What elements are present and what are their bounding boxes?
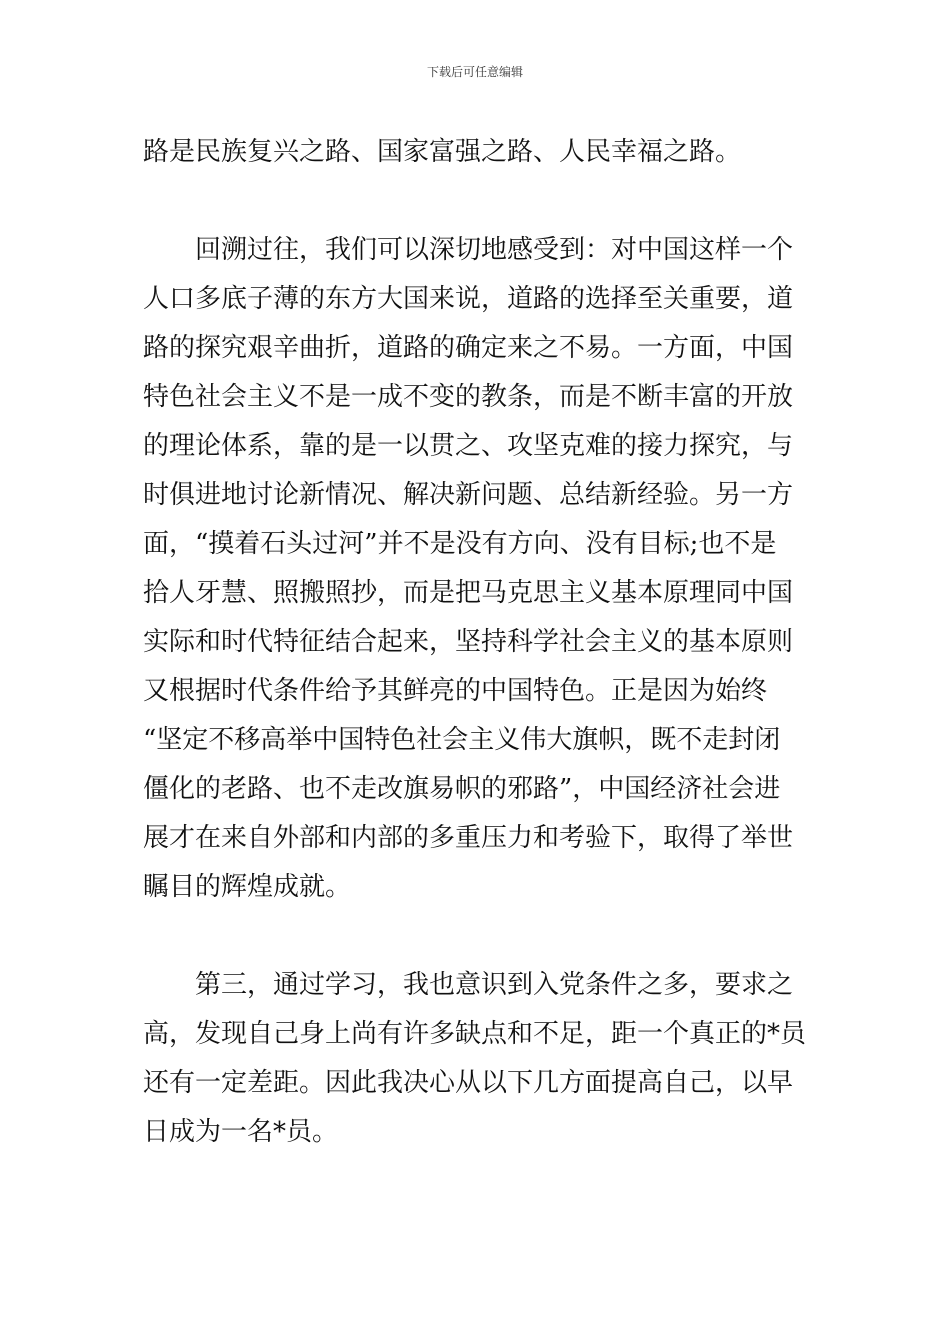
paragraph-2-line-4: 特色社会主义不是一成不变的教条，而是不断丰富的开放 (143, 382, 794, 412)
page-header: 下载后可任意编辑 (426, 65, 523, 79)
paragraph-3-line-2: 高，发现自己身上尚有许多缺点和不足，距一个真正的*员 (143, 1019, 807, 1049)
paragraph-2-line-11: “坚定不移高举中国特色社会主义伟大旗帜，既不走封闭 (143, 725, 781, 755)
paragraph-2-line-10: 又根据时代条件给予其鲜亮的中国特色。正是因为始终 (143, 676, 768, 706)
paragraph-2-line-12: 僵化的老路、也不走改旗易帜的邪路”，中国经济社会进 (143, 774, 781, 804)
paragraph-2-line-5: 的理论体系，靠的是一以贯之、攻坚克难的接力探究，与 (143, 431, 794, 461)
paragraph-3-line-1: 第三，通过学习，我也意识到入党条件之多，要求之 (195, 970, 794, 1000)
paragraph-2-line-7: 面，“摸着石头过河”并不是没有方向、没有目标;也不是 (143, 529, 777, 559)
paragraph-2-line-14: 瞩目的辉煌成就。 (143, 872, 352, 902)
paragraph-2-line-1: 回溯过往，我们可以深切地感受到：对中国这样一个 (195, 235, 794, 265)
paragraph-2-line-6: 时俱进地讨论新情况、解决新问题、总结新经验。另一方 (143, 480, 794, 510)
paragraph-1-line-1: 路是民族复兴之路、国家富强之路、人民幸福之路。 (143, 137, 742, 167)
paragraph-gap (143, 912, 807, 961)
paragraph-2-line-2: 人口多底子薄的东方大国来说，道路的选择至关重要，道 (143, 284, 794, 314)
paragraph-3-line-3: 还有一定差距。因此我决心从以下几方面提高自己，以早 (143, 1068, 794, 1098)
document-body (143, 128, 807, 1157)
paragraph-2-line-3: 路的探究艰辛曲折，道路的确定来之不易。一方面，中国 (143, 333, 794, 363)
paragraph-2-line-9: 实际和时代特征结合起来，坚持科学社会主义的基本原则 (143, 627, 794, 657)
paragraph-gap (143, 177, 807, 226)
paragraph-2-line-8: 拾人牙慧、照搬照抄，而是把马克思主义基本原理同中国 (143, 578, 794, 608)
paragraph-2-line-13: 展才在来自外部和内部的多重压力和考验下，取得了举世 (143, 823, 794, 853)
paragraph-3-line-4: 日成为一名*员。 (143, 1117, 339, 1147)
